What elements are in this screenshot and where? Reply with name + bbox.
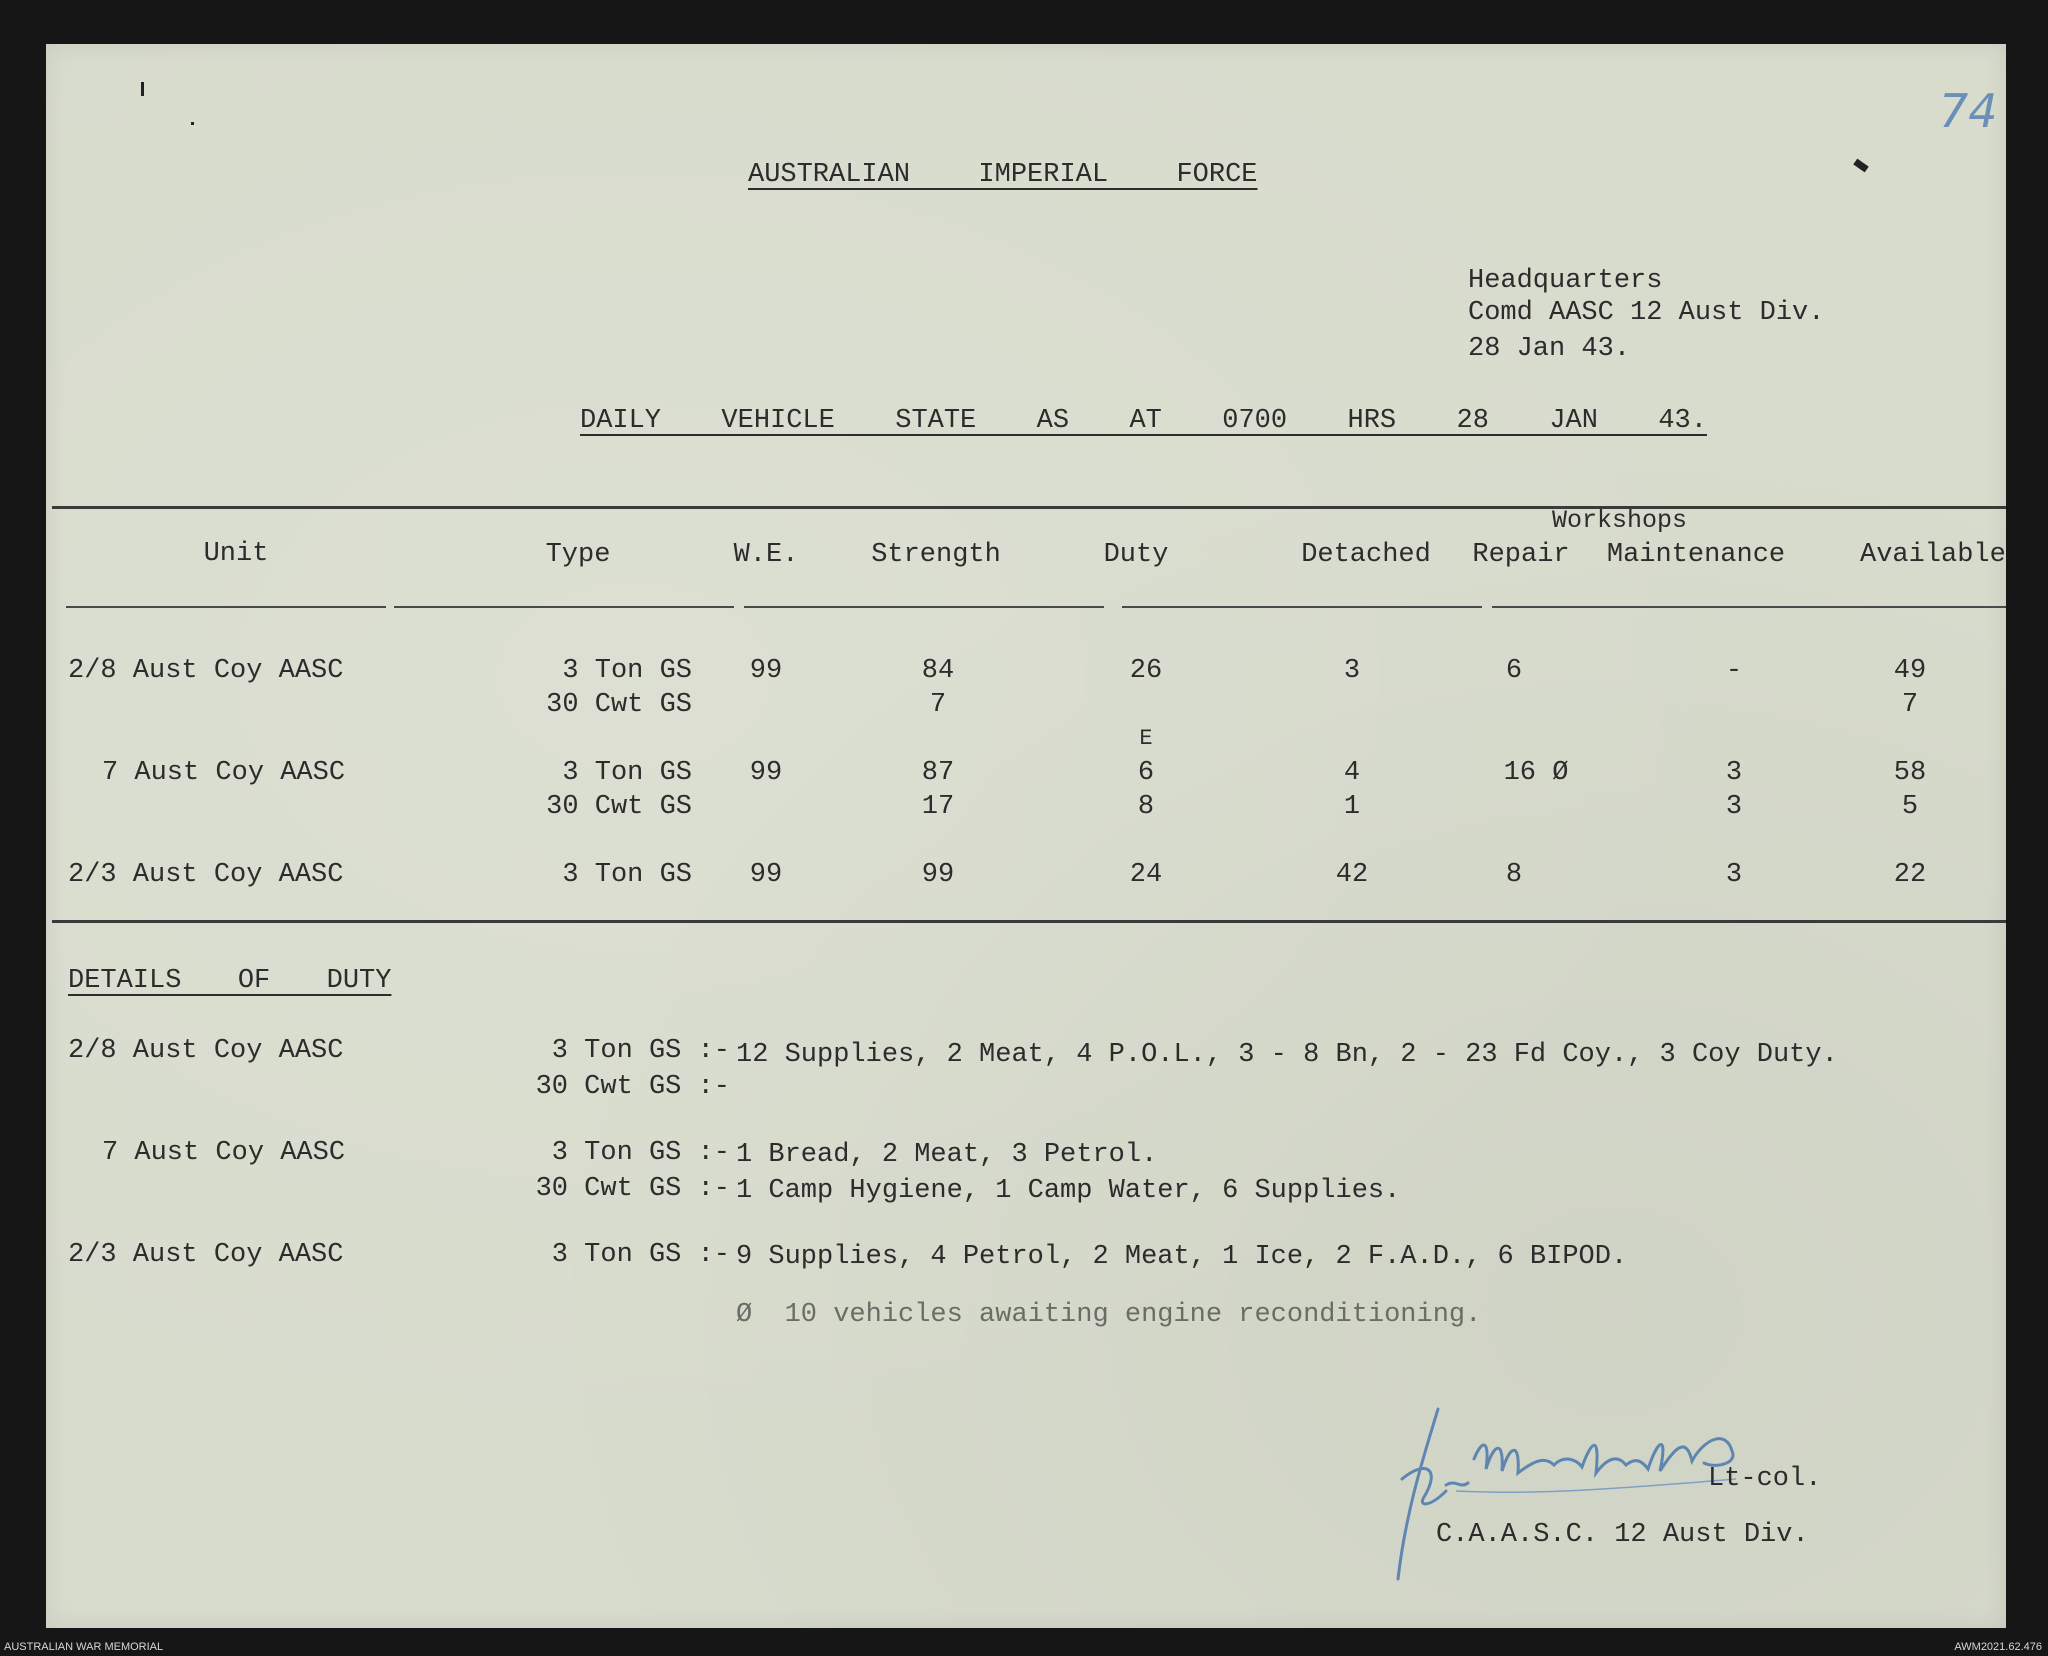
header-rule — [744, 606, 1104, 608]
table-cell-type: 3 Ton GS — [562, 758, 692, 788]
table-cell-repair: 6 — [1505, 656, 1523, 686]
signatory-rank: Lt-col. — [1708, 1464, 1822, 1494]
column-header: Type — [545, 540, 611, 570]
table-cell-maintenance: - — [1725, 656, 1743, 686]
staple-mark — [141, 82, 144, 96]
table-cell-we: 99 — [749, 758, 783, 788]
details-description: 12 Supplies, 2 Meat, 4 P.O.L., 3 - 8 Bn, 2 - 23 Fd Coy., 3 Coy Duty. — [736, 1040, 1838, 1070]
table-cell-available: 7 — [1901, 690, 1919, 720]
header-rule — [66, 606, 386, 608]
column-header: Strength — [871, 540, 1001, 570]
table-cell-maintenance: 3 — [1725, 792, 1743, 822]
details-type: 30 Cwt GS :- — [535, 1072, 730, 1102]
table-cell-type: 30 Cwt GS — [546, 690, 692, 720]
column-header: W.E. — [733, 540, 799, 570]
table-cell-we: 99 — [749, 656, 783, 686]
table-cell-unit: 2/8 Aust Coy AASC — [68, 656, 344, 686]
table-cell-detached: 3 — [1343, 656, 1361, 686]
details-type: 3 Ton GS :- — [551, 1036, 730, 1066]
table-cell-strength: 7 — [929, 690, 947, 720]
details-unit: 2/3 Aust Coy AASC — [68, 1240, 344, 1270]
details-type: 30 Cwt GS :- — [535, 1174, 730, 1204]
table-cell-repair: 8 — [1505, 860, 1523, 890]
table-cell-duty: 26 — [1129, 656, 1163, 686]
details-description: 1 Camp Hygiene, 1 Camp Water, 6 Supplies. — [736, 1176, 1401, 1206]
table-cell-available: 49 — [1893, 656, 1927, 686]
table-cell-strength: 87 — [921, 758, 955, 788]
table-top-rule — [52, 506, 2006, 509]
column-header: Detached — [1301, 540, 1431, 570]
details-description: 1 Bread, 2 Meat, 3 Petrol. — [736, 1140, 1158, 1170]
table-cell-duty: 6 — [1137, 758, 1155, 788]
address-line: 28 Jan 43. — [1468, 334, 1631, 364]
table-cell-available: 22 — [1893, 860, 1927, 890]
table-cell-available: 5 — [1901, 792, 1919, 822]
table-cell-type: 3 Ton GS — [562, 860, 692, 890]
column-header: Repair — [1472, 540, 1570, 570]
signatory-title: C.A.A.S.C. 12 Aust Div. — [1436, 1520, 1809, 1550]
table-cell-detached: 42 — [1335, 860, 1369, 890]
table-cell-type: 3 Ton GS — [562, 656, 692, 686]
staple-mark — [191, 122, 194, 125]
table-cell-maintenance: 3 — [1725, 758, 1743, 788]
table-cell-duty: 8 — [1137, 792, 1155, 822]
table-cell-maintenance: 3 — [1725, 860, 1743, 890]
details-unit: 2/8 Aust Coy AASC — [68, 1036, 344, 1066]
table-cell-unit: 2/3 Aust Coy AASC — [68, 860, 344, 890]
duty-annotation: E — [1139, 726, 1153, 751]
column-header: Available — [1860, 540, 2006, 570]
table-cell-available: 58 — [1893, 758, 1927, 788]
archive-folio-number: 74 — [1939, 84, 1998, 138]
document-subheading: DAILY VEHICLE STATE AS AT 0700 HRS 28 JAN 43. — [580, 406, 1707, 436]
column-header: Maintenance — [1606, 540, 1786, 570]
details-description: 9 Supplies, 4 Petrol, 2 Meat, 1 Ice, 2 F.A.D., 6 BIPOD. — [736, 1242, 1628, 1272]
address-line: Comd AASC 12 Aust Div. — [1468, 298, 1825, 328]
header-rule — [394, 606, 734, 608]
table-cell-strength: 84 — [921, 656, 955, 686]
address-line: Headquarters — [1468, 266, 1663, 296]
details-type: 3 Ton GS :- — [551, 1240, 730, 1270]
footer-source: AUSTRALIAN WAR MEMORIAL — [4, 1641, 164, 1653]
header-rule — [1492, 606, 2006, 608]
table-cell-we: 99 — [749, 860, 783, 890]
header-rule — [1122, 606, 1482, 608]
table-cell-detached: 4 — [1343, 758, 1361, 788]
table-cell-strength: 17 — [921, 792, 955, 822]
table-cell-type: 30 Cwt GS — [546, 792, 692, 822]
column-header: Unit — [203, 539, 269, 569]
column-header: Duty — [1103, 540, 1169, 570]
table-cell-repair: 16 Ø — [1503, 758, 1569, 788]
table-cell-unit: 7 Aust Coy AASC — [102, 758, 346, 788]
table-cell-strength: 99 — [921, 860, 955, 890]
column-group-header: Workshops — [1552, 506, 1688, 535]
footer-reference: AWM2021.62.476 — [1954, 1641, 2042, 1653]
table-bottom-rule — [52, 920, 2006, 923]
footnote: Ø 10 vehicles awaiting engine reconditioning. — [736, 1300, 1482, 1330]
details-unit: 7 Aust Coy AASC — [102, 1138, 346, 1168]
details-heading: DETAILS OF DUTY — [68, 966, 392, 996]
table-cell-detached: 1 — [1343, 792, 1361, 822]
details-type: 3 Ton GS :- — [551, 1138, 730, 1168]
table-cell-duty: 24 — [1129, 860, 1163, 890]
document-heading: AUSTRALIAN IMPERIAL FORCE — [748, 160, 1258, 190]
document-page — [46, 44, 2006, 1628]
corner-mark — [1853, 159, 1868, 173]
handwritten-signature — [1386, 1399, 1826, 1599]
